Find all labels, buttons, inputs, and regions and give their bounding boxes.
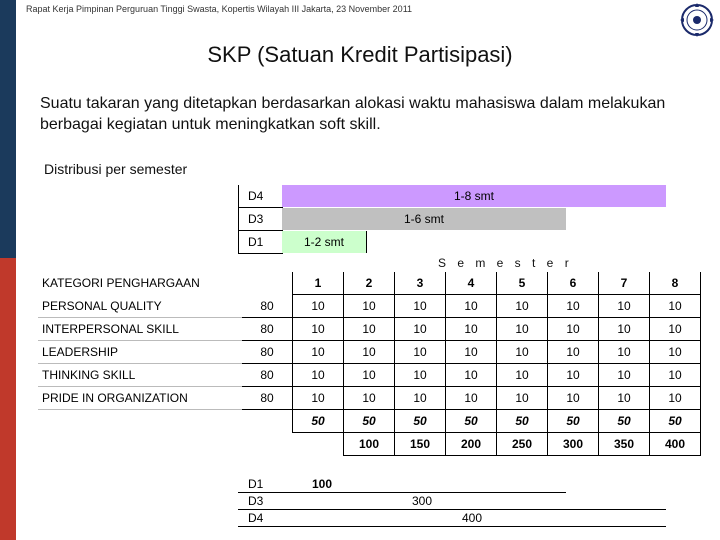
semester-header: 2 xyxy=(344,272,395,295)
value-cell: 10 xyxy=(446,364,497,387)
per-semester-cell: 50 xyxy=(599,410,650,433)
category-cell: PERSONAL QUALITY xyxy=(38,295,242,318)
table-row xyxy=(38,295,701,318)
per-semester-cell: 50 xyxy=(293,410,344,433)
cumulative-cell: 100 xyxy=(344,433,395,456)
value-cell: 10 xyxy=(446,318,497,341)
semester-header: 5 xyxy=(497,272,548,295)
value-cell: 10 xyxy=(548,295,599,318)
page-title: SKP (Satuan Kredit Partisipasi) xyxy=(207,42,513,67)
category-cell: THINKING SKILL xyxy=(38,364,242,387)
summary-level: D4 xyxy=(248,511,264,525)
total-cell: 80 xyxy=(242,318,293,341)
award-table xyxy=(38,272,701,456)
summary-level: D3 xyxy=(248,494,264,508)
header-text: Rapat Kerja Pimpinan Perguruan Tinggi Swasta, Kopertis Wilayah III Jakarta, 23 November 2011 xyxy=(26,4,413,14)
seal-logo-icon xyxy=(672,0,720,40)
table-header-row xyxy=(38,272,701,295)
value-cell: 10 xyxy=(548,318,599,341)
total-cell: 80 xyxy=(242,295,293,318)
semester-header: 7 xyxy=(599,272,650,295)
cumulative-cell: 400 xyxy=(650,433,701,456)
value-cell: 10 xyxy=(497,341,548,364)
semester-header: 1 xyxy=(293,272,344,295)
distribution-level: D1 xyxy=(248,235,264,249)
distribution-bar xyxy=(282,208,566,230)
semester-header: 4 xyxy=(446,272,497,295)
table-row xyxy=(38,364,701,387)
value-cell: 10 xyxy=(548,364,599,387)
value-cell: 10 xyxy=(599,387,650,410)
distribution-range: 1-8 smt xyxy=(453,189,494,203)
value-cell: 10 xyxy=(344,387,395,410)
per-semester-cell: 50 xyxy=(446,410,497,433)
value-cell: 10 xyxy=(344,318,395,341)
left-accent-bar-bottom xyxy=(0,258,16,540)
cumulative-row xyxy=(38,433,701,456)
total-cell: 80 xyxy=(242,341,293,364)
left-accent-bar-top xyxy=(0,0,16,258)
value-cell: 10 xyxy=(650,364,701,387)
value-cell: 10 xyxy=(446,295,497,318)
cumulative-cell: 300 xyxy=(548,433,599,456)
summary-value: 100 xyxy=(312,477,333,491)
total-cell: 80 xyxy=(242,387,293,410)
distribution-level: D4 xyxy=(248,189,264,203)
value-cell: 10 xyxy=(599,295,650,318)
per-semester-cell: 50 xyxy=(650,410,701,433)
per-semester-cell: 50 xyxy=(497,410,548,433)
value-cell: 10 xyxy=(497,387,548,410)
table-row xyxy=(38,387,701,410)
value-cell: 10 xyxy=(497,364,548,387)
distribution-range: 1-2 smt xyxy=(303,235,344,249)
distribution-label: Distribusi per semester xyxy=(44,161,188,177)
value-cell: 10 xyxy=(293,318,344,341)
value-cell: 10 xyxy=(293,364,344,387)
semester-header: 8 xyxy=(650,272,701,295)
value-cell: 10 xyxy=(344,364,395,387)
value-cell: 10 xyxy=(548,387,599,410)
category-cell: LEADERSHIP xyxy=(38,341,242,364)
value-cell: 10 xyxy=(293,387,344,410)
semester-label: S e m e s t e r xyxy=(438,256,573,270)
value-cell: 10 xyxy=(446,387,497,410)
cumulative-cell: 250 xyxy=(497,433,548,456)
distribution-bar xyxy=(282,231,367,253)
value-cell: 10 xyxy=(293,295,344,318)
cumulative-cell: 150 xyxy=(395,433,446,456)
table-row xyxy=(38,341,701,364)
summary-level: D1 xyxy=(248,477,264,491)
cumulative-cell: 200 xyxy=(446,433,497,456)
summary-value: 400 xyxy=(462,511,483,525)
value-cell: 10 xyxy=(599,364,650,387)
value-cell: 10 xyxy=(344,295,395,318)
category-header: KATEGORI PENGHARGAAN xyxy=(42,276,200,291)
total-cell: 80 xyxy=(242,364,293,387)
distribution-level: D3 xyxy=(248,212,264,226)
distribution-bar xyxy=(282,185,666,207)
category-cell: PRIDE IN ORGANIZATION xyxy=(38,387,242,410)
value-cell: 10 xyxy=(599,341,650,364)
value-cell: 10 xyxy=(395,341,446,364)
category-cell: INTERPERSONAL SKILL xyxy=(38,318,242,341)
value-cell: 10 xyxy=(293,341,344,364)
value-cell: 10 xyxy=(548,341,599,364)
semester-header: 3 xyxy=(395,272,446,295)
value-cell: 10 xyxy=(650,295,701,318)
per-semester-row xyxy=(38,410,701,433)
per-semester-cell: 50 xyxy=(344,410,395,433)
value-cell: 10 xyxy=(599,318,650,341)
per-semester-cell: 50 xyxy=(395,410,446,433)
value-cell: 10 xyxy=(344,341,395,364)
value-cell: 10 xyxy=(650,318,701,341)
description: Suatu takaran yang ditetapkan berdasarkan alokasi waktu mahasiswa dalam melakukan berbagai kegiatan untuk meningkatkan soft skill. xyxy=(40,95,666,133)
value-cell: 10 xyxy=(446,341,497,364)
table-row xyxy=(38,318,701,341)
value-cell: 10 xyxy=(497,295,548,318)
distribution-range: 1-6 smt xyxy=(403,212,444,226)
value-cell: 10 xyxy=(395,387,446,410)
semester-header: 6 xyxy=(548,272,599,295)
value-cell: 10 xyxy=(497,318,548,341)
value-cell: 10 xyxy=(650,387,701,410)
summary-value: 300 xyxy=(412,494,433,508)
value-cell: 10 xyxy=(395,364,446,387)
per-semester-cell: 50 xyxy=(548,410,599,433)
value-cell: 10 xyxy=(650,341,701,364)
cumulative-cell: 350 xyxy=(599,433,650,456)
value-cell: 10 xyxy=(395,318,446,341)
value-cell: 10 xyxy=(395,295,446,318)
